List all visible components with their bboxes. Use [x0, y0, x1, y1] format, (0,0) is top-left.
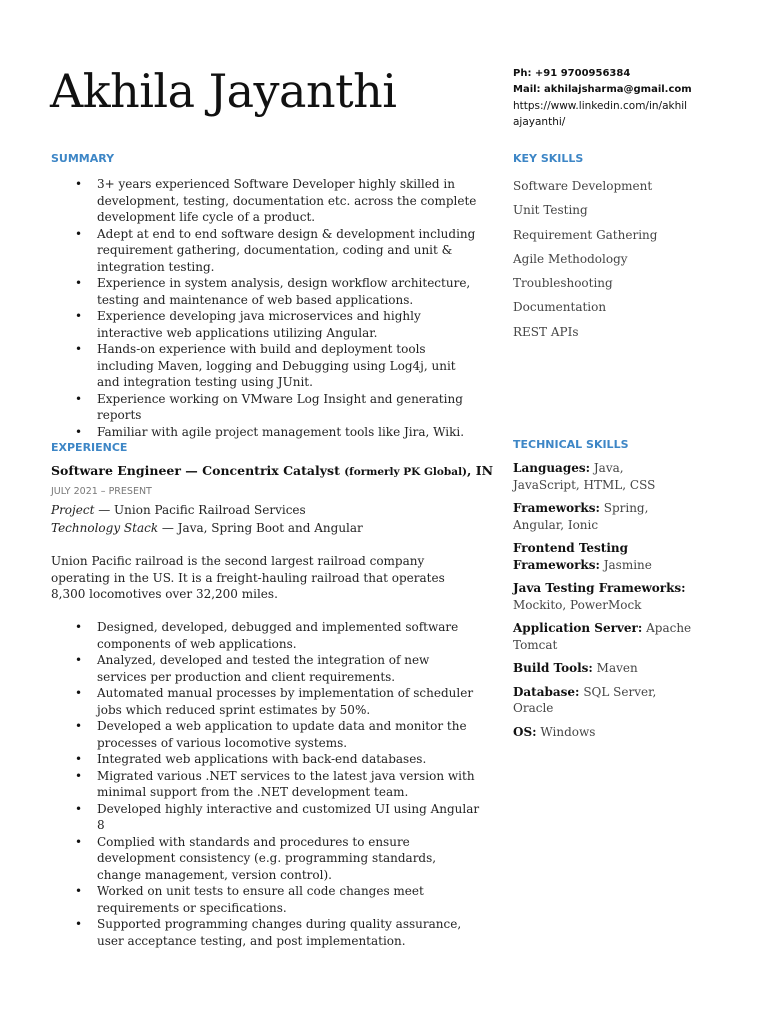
tech-row-database [513, 684, 693, 717]
key-skills-list [513, 174, 657, 344]
tech-label: Languages: [513, 461, 591, 475]
experience-heading: EXPERIENCE [51, 441, 128, 454]
project-value: — Union Pacific Railroad Services [94, 503, 306, 517]
skill-item: Documentation [513, 300, 607, 315]
list-item: • Complied with standards and procedures to ensure development consistency (e.g. programming standards, change management, version control). [51, 834, 481, 884]
skill-item: Requirement Gathering [513, 227, 658, 242]
list-item: • Integrated web applications with back-end databases. [51, 751, 481, 768]
stack-value: — Java, Spring Boot and Angular [158, 521, 363, 535]
list-item: • Analyzed, developed and tested the integration of new services per production and client requirements. [51, 652, 481, 685]
tech-row-frameworks [513, 500, 693, 533]
tech-label: OS: [513, 724, 537, 739]
tech-label: Database: [513, 684, 580, 699]
linkedin-link[interactable]: https://www.linkedin.com/in/akhilajayanthi/ [513, 100, 688, 128]
list-item: • Hands-on experience with build and deployment tools including Maven, logging and Debugging using Log4j, unit and integration testing using JUnit. [51, 341, 481, 391]
list-item: • Migrated various .NET services to the latest java version with minimal support from the .NET development team. [51, 768, 481, 801]
candidate-name: Akhila Jayanthi [50, 64, 397, 118]
list-item: • Automated manual processes by implementation of scheduler jobs which reduced sprint estimates by 50%. [51, 685, 481, 718]
skill-item: Unit Testing [513, 203, 588, 218]
tech-value: Spring, Angular, Ionic [513, 501, 649, 532]
job-location: , IN [467, 463, 494, 478]
experience-list [51, 619, 481, 949]
skill-item: Agile Methodology [513, 251, 628, 266]
tech-label: Frameworks: [513, 501, 600, 515]
key-skills-heading: KEY SKILLS [513, 152, 584, 165]
skill-item: Software Development [513, 179, 653, 193]
tech-value: SQL Server, Oracle [513, 684, 657, 715]
phone-number: Ph: +91 9700956384 [513, 68, 631, 79]
tech-row-languages [513, 460, 693, 493]
job-dates: JULY 2021 – PRESENT [51, 486, 152, 497]
list-item: • Experience in system analysis, design workflow architecture, testing and maintenance of web based applications. [51, 275, 481, 308]
tech-label: Build Tools: [513, 661, 593, 675]
list-item: • Developed a web application to update data and monitor the processes of various locomotive systems. [51, 718, 481, 751]
job-company-note: (formerly PK Global) [344, 466, 468, 478]
list-item: • Developed highly interactive and customized UI using Angular 8 [51, 801, 481, 834]
stack-label: Technology Stack [51, 521, 159, 535]
tech-value: Windows [536, 724, 596, 739]
stack-line [51, 521, 363, 535]
tech-row-java-testing [513, 580, 693, 613]
project-label: Project [51, 503, 95, 517]
list-item: • 3+ years experienced Software Developer highly skilled in development, testing, documentation etc. across the complete development life cycle of a product. [51, 176, 481, 226]
tech-label: Application Server: [513, 621, 643, 635]
list-item: • Experience working on VMware Log Insight and generating reports [51, 391, 481, 424]
tech-value: Apache Tomcat [513, 621, 692, 652]
tech-row-app-server [513, 620, 693, 653]
list-item: • Familiar with agile project management tools like Jira, Wiki. [51, 424, 481, 441]
tech-value: Java, JavaScript, HTML, CSS [513, 461, 656, 492]
list-item: • Worked on unit tests to ensure all code changes meet requirements or specifications. [51, 883, 481, 916]
technical-skills-heading: TECHNICAL SKILLS [513, 438, 629, 451]
tech-row-frontend-testing [513, 540, 693, 573]
job-role-company: Software Engineer — Concentrix Catalyst [51, 463, 340, 478]
tech-value: Jasmine [599, 557, 652, 572]
contact-block [513, 66, 693, 130]
list-item: • Adept at end to end software design & development including requirement gathering, documentation, coding and unit & integration testing. [51, 226, 481, 276]
skill-item: REST APIs [513, 324, 579, 339]
tech-value: Mockito, PowerMock [513, 597, 642, 612]
skill-item: Troubleshooting [513, 276, 613, 291]
list-item: • Experience developing java microservices and highly interactive web applications utilizing Angular. [51, 308, 481, 341]
list-item: • Designed, developed, debugged and implemented software components of web applications. [51, 619, 481, 652]
list-item: • Supported programming changes during quality assurance, user acceptance testing, and post implementation. [51, 916, 481, 949]
summary-list [51, 176, 481, 440]
tech-value: Maven [592, 661, 638, 675]
email-address: Mail: akhilajsharma@gmail.com [513, 84, 692, 95]
job-title [51, 463, 493, 478]
technical-skills-block [513, 460, 693, 747]
tech-label: Java Testing Frameworks: [513, 581, 686, 595]
project-line [51, 503, 306, 517]
tech-row-os [513, 724, 693, 741]
tech-label: Frontend Testing Frameworks: [513, 541, 628, 572]
job-description: Union Pacific railroad is the second largest railroad company operating in the US. It is a freight-hauling railroad that operates 8,300 locomotives over 32,200 miles. [51, 554, 445, 601]
summary-heading: SUMMARY [51, 152, 115, 165]
tech-row-build-tools [513, 660, 693, 677]
